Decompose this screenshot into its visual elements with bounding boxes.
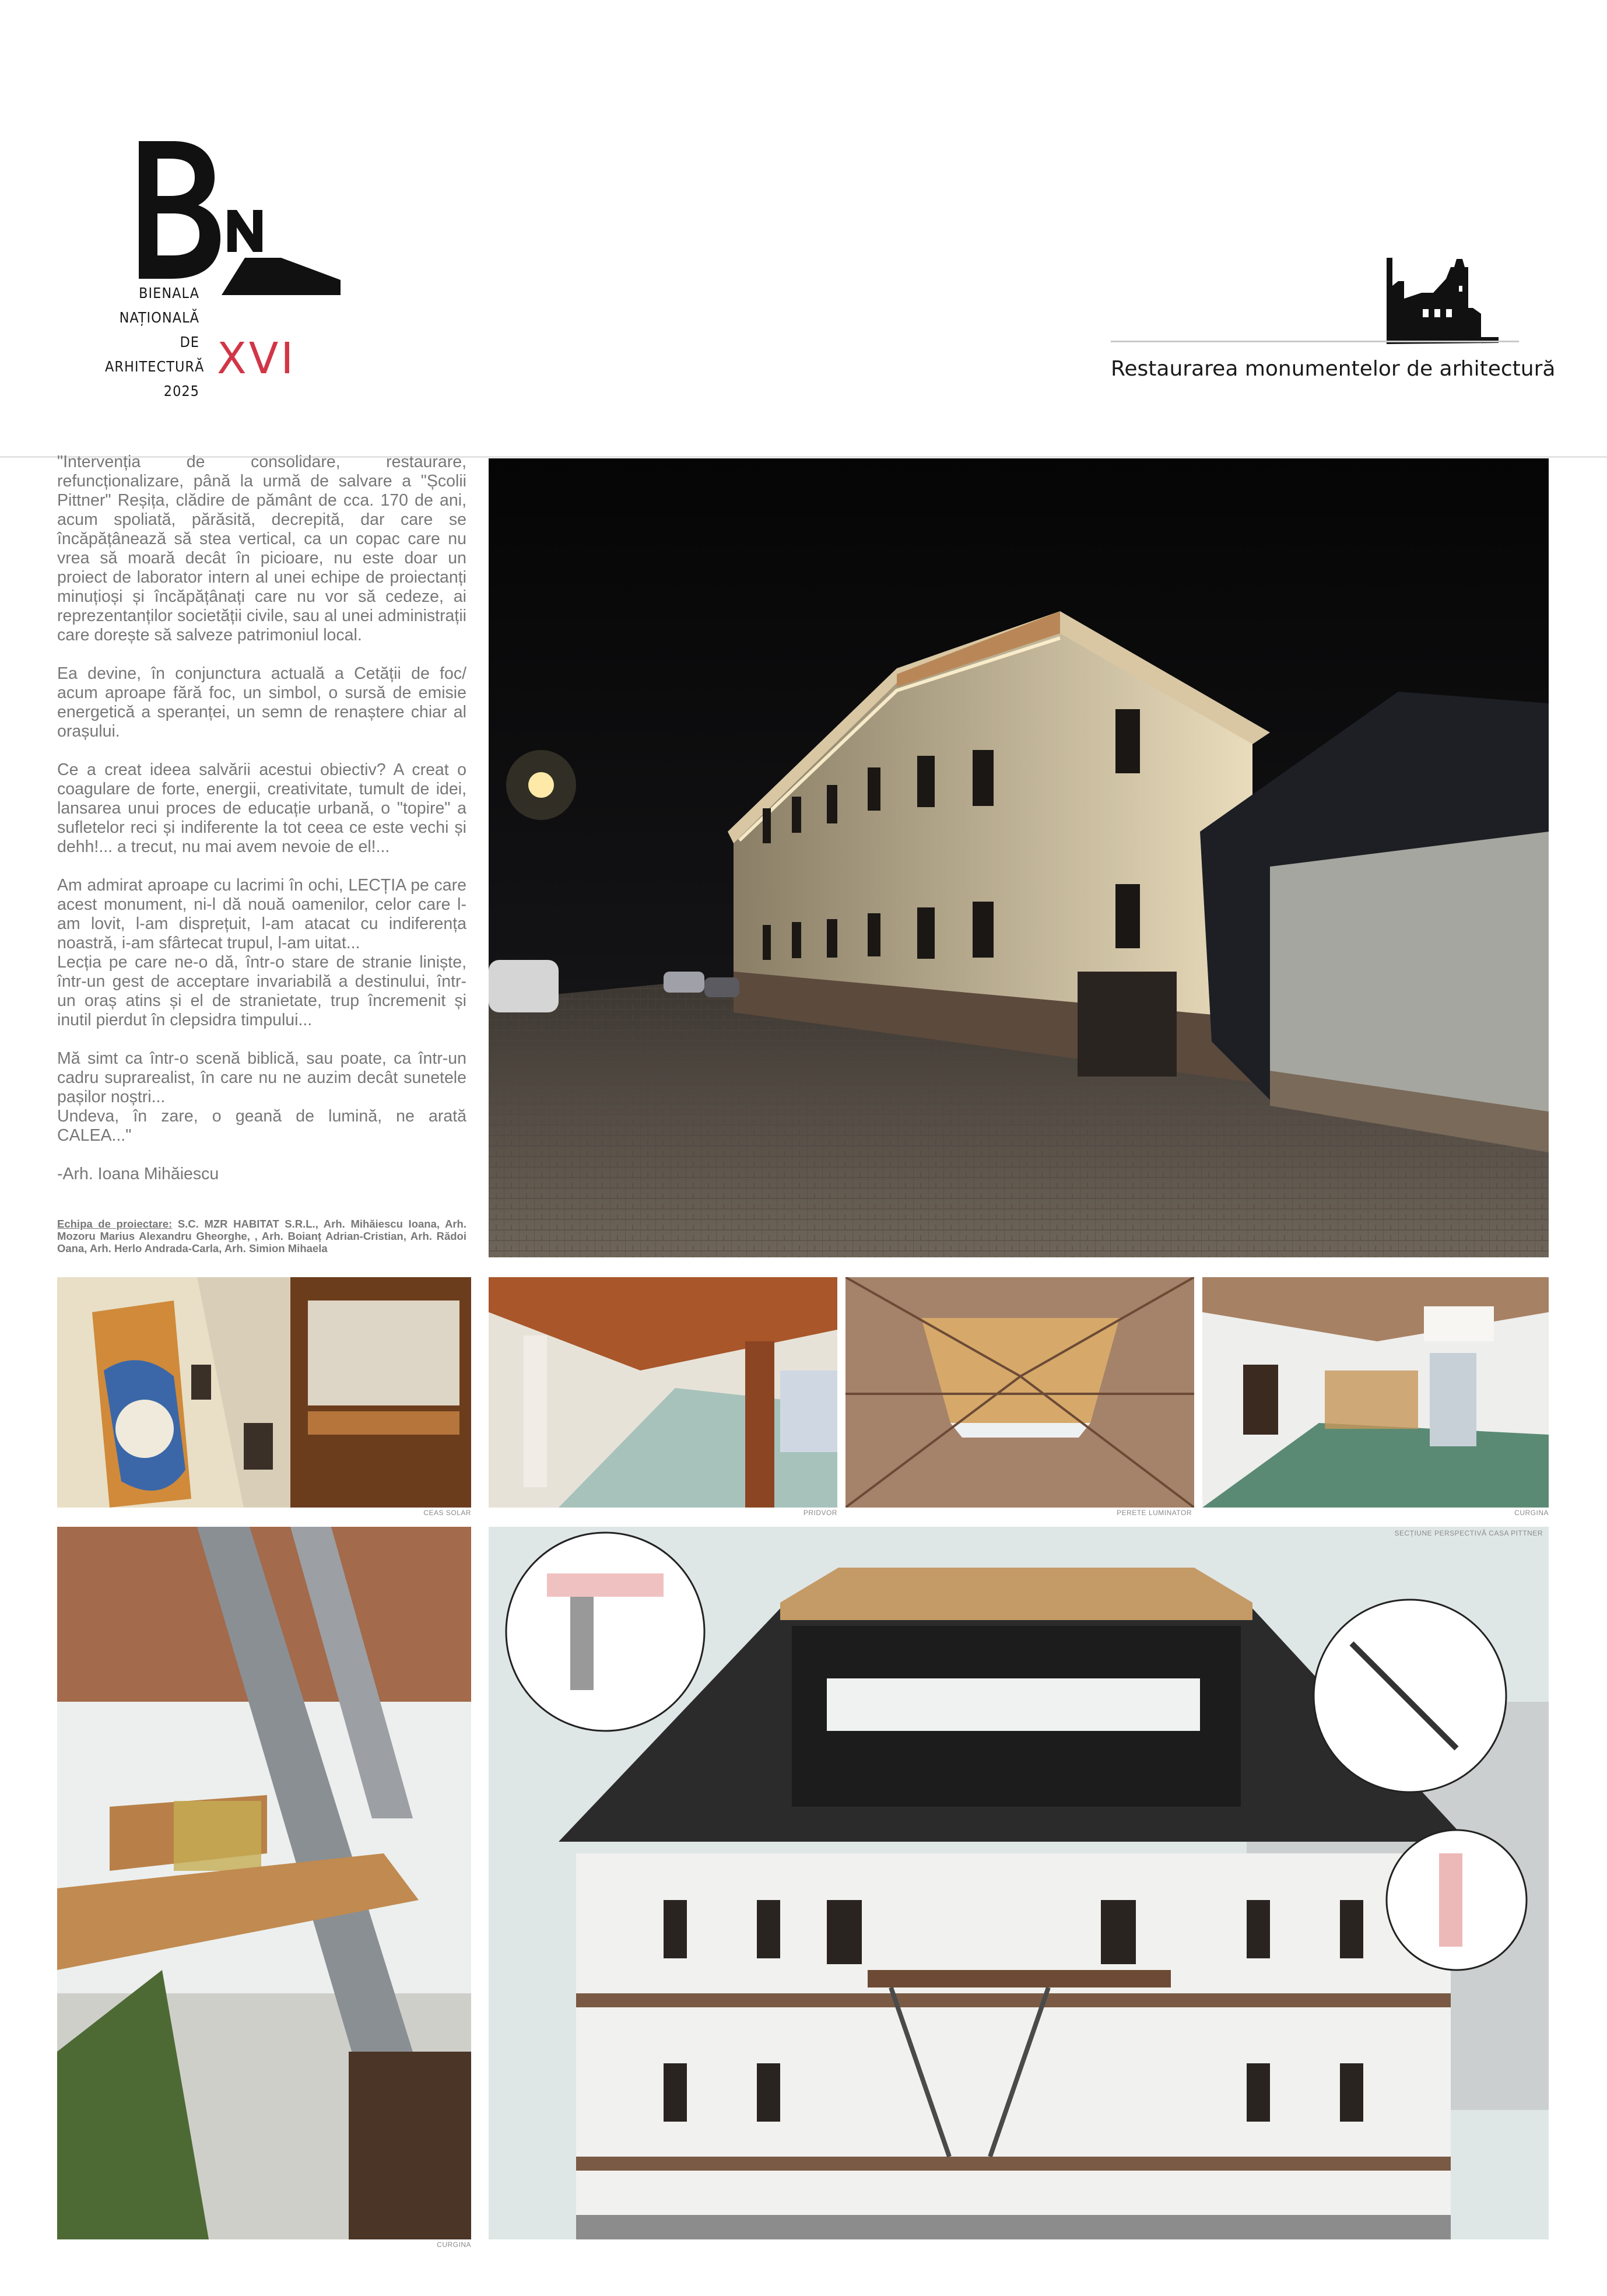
logo-edition: XVI [217,334,296,384]
project-team [57,1218,466,1254]
team-text: S.C. MZR HABITAT S.R.L., Arh. Mihăiescu Ioana, Arh. Mozoru Marius Alexandru Gheorghe, , Arh. Boianț Adrian-Cristian, Arh. Rădoi Oana, Arh. Herlo Andrada-Carla, Arh. Simion Mihaela [57,1218,466,1254]
essay-paragraph-2: Ea devine, în conjunctura actuală a Cetății de foc/ acum aproape fără foc, un simbol, o sursă de emisie energetică a speranței, un semn de renaștere chiar al orașului. [57,664,466,741]
essay-paragraph-1: "Intervenția de consolidare, restaurare, refuncționalizare, până la urmă de salvare a "Școlii Pittner" Reșița, clădire de pământ de cca. 170 de ani, acum spoliată, părăsită, decrepită, dar care se încăpățânează să stea vertical, ca un copac care nu vrea să moară decât în picioare, nu este doar un proiect de laborator intern al unei echipe de proiectanți minuțioși și încăpățânați care nu vor să cedeze, ai reprezentanților societății civile, sau al unei administrații care dorește să salveze patrimoniul local. [57,453,466,644]
photo-interior-stair [57,1527,471,2239]
essay-paragraph-5: Mă simt ca într-o scenă biblică, sau poate, ca într-un cadru suprarealist, în care nu ne auzim decât sunetele pașilor noștri... Undeva, în zare, o geană de lumină, ne arată CALEA..." [57,1049,466,1145]
essay-paragraph-4: Am admirat aproape cu lacrimi în ochi, LECȚIA pe care acest monument, ni-l dă nouă oamenilor, celor care l-am lovit, l-am disprețuit, l-am atacat cu indiferența noastră, i-am sfârtecat trupul, l-am uitat... Lecția pe care ne-o dă, într-o stare de stranie liniște, într-un gest de acceptare invariabilă a destinului, într-un oraș atins și el de stranietate, trup încremenit și inutil pierdut în clepsidra timpului... [57,876,466,1029]
logo-word-4: ARHITECTURĂ [105,358,205,375]
essay-text [57,453,466,1203]
section-perspective-drawing [489,1527,1549,2239]
category-title: Restaurarea monumentelor de arhitectură [1111,357,1556,381]
bna-logo [105,128,362,402]
header-rule [1111,341,1519,342]
photo-solar-clock [57,1277,471,1508]
logo-word-5: 2025 [163,383,199,399]
caption-curgina-2: CURGINA [437,2241,471,2249]
logo-word-3: DE [180,334,199,350]
caption-pridvor: PRIDVOR [803,1509,837,1517]
caption-solar: CEAS SOLAR [423,1509,471,1517]
building-silhouette-icon [1382,251,1504,344]
essay-paragraph-3: Ce a creat ideea salvării acestui obiectiv? A creat o coagulare de forte, energii, creativitate, tumult de idei, lansarea unui proces de educație urbană, o "topire" a sufletelor reci și indiferente la tot ceea ce este vechi și dehh!... a trecut, nu mai avem nevoie de el!... [57,760,466,856]
logo-word-2: NAȚIONALĂ [119,309,199,326]
essay-signature: -Arh. Ioana Mihăiescu [57,1165,219,1183]
team-label: Echipa de proiectare: [57,1218,173,1230]
caption-section: SECȚIUNE PERSPECTIVĂ CASA PITTNER [1394,1529,1543,1537]
photo-stair-hall [1202,1277,1549,1508]
photo-porch [489,1277,837,1508]
caption-perete: PERETE LUMINATOR [1117,1509,1192,1517]
logo-word-1: BIENALA [139,285,199,302]
caption-curgina-1: CURGINA [1514,1509,1549,1517]
photo-skylight-wall [845,1277,1194,1508]
hero-night-photo [489,458,1549,1257]
